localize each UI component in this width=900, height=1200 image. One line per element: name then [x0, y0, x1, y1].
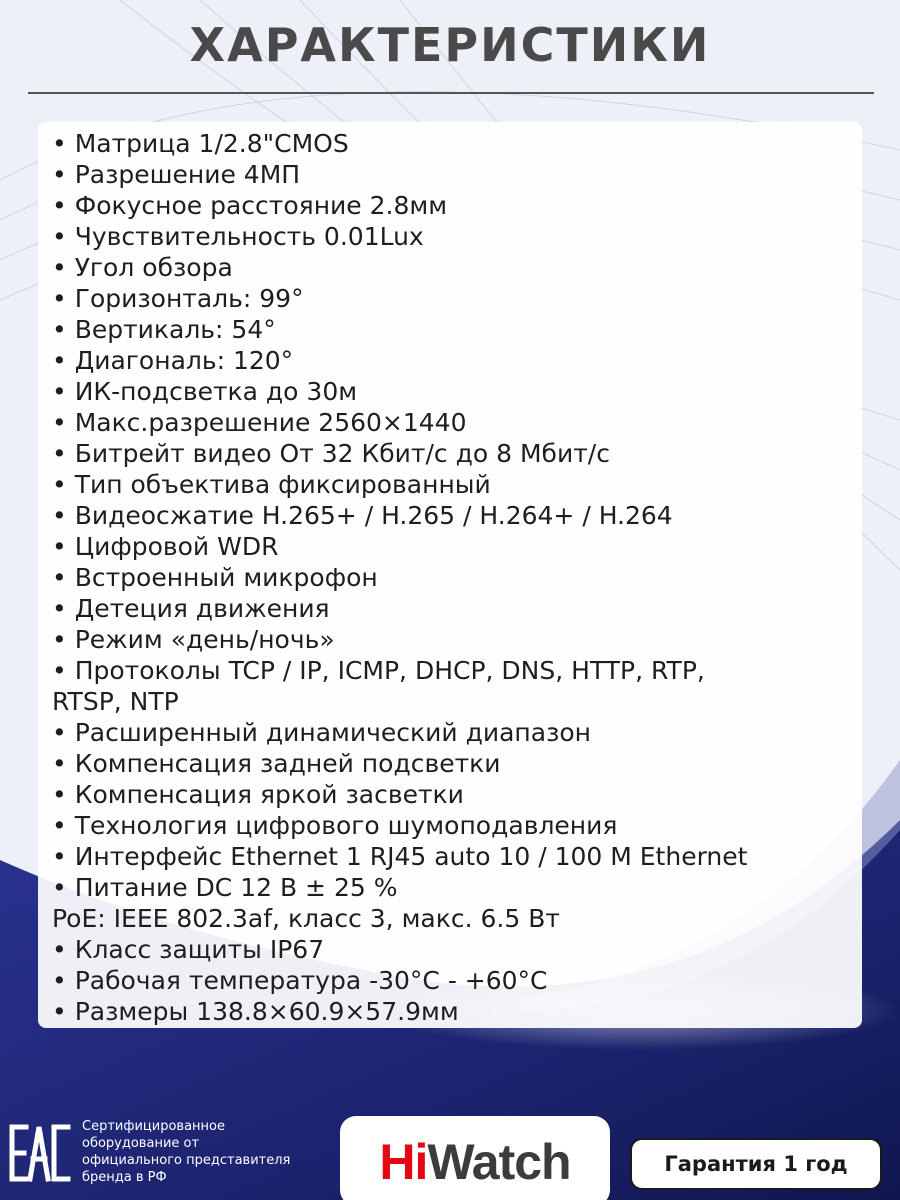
- brand-logo-hi: Hi: [379, 1134, 428, 1190]
- spec-item: • Технология цифрового шумоподавления: [52, 811, 618, 840]
- spec-item: • Детеция движения: [52, 594, 330, 623]
- eac-certification-icon: [8, 1121, 72, 1185]
- spec-item: • Класс защиты IP67: [52, 935, 325, 964]
- spec-item: • Матрица 1/2.8"CMOS: [52, 129, 349, 158]
- spec-item: • Компенсация задней подсветки: [52, 749, 501, 778]
- page-title: ХАРАКТЕРИСТИКИ: [189, 18, 711, 72]
- spec-item: • Режим «день/ночь»: [52, 625, 335, 654]
- spec-item: • Встроенный микрофон: [52, 563, 378, 592]
- spec-item: • Разрешение 4МП: [52, 160, 301, 189]
- spec-item: • Горизонталь: 99°: [52, 284, 304, 313]
- spec-item: • Битрейт видео От 32 Кбит/с до 8 Мбит/с: [52, 439, 610, 468]
- spec-item: • Диагональ: 120°: [52, 346, 294, 375]
- brand-logo: [340, 1116, 610, 1200]
- spec-item: • Тип объектива фиксированный: [52, 470, 491, 499]
- spec-item: • Видеосжатие H.265+ / H.265 / H.264+ / H.264: [52, 501, 673, 530]
- title-divider: [28, 92, 874, 94]
- spec-item: • Цифровой WDR: [52, 532, 279, 561]
- spec-item: • Фокусное расстояние 2.8мм: [52, 191, 448, 220]
- spec-item: • ИК-подсветка до 30м: [52, 377, 358, 406]
- spec-item: • Компенсация яркой засветки: [52, 780, 464, 809]
- certification-text: Сертифицированное оборудование от официального представителя бренда в РФ: [82, 1119, 291, 1185]
- spec-item: • Рабочая температура -30°C - +60°C: [52, 966, 548, 995]
- brand-logo-watch: Watch: [427, 1134, 571, 1190]
- spec-item: • Расширенный динамический диапазон: [52, 718, 592, 747]
- spec-item: • Размеры 138.8×60.9×57.9мм: [52, 997, 459, 1026]
- spec-item: • Угол обзора: [52, 253, 233, 282]
- spec-item: PoE: IEEE 802.3af, класс 3, макс. 6.5 Вт: [52, 904, 560, 933]
- spec-list: [52, 128, 862, 1027]
- spec-item: • Питание DC 12 В ± 25 %: [52, 873, 398, 902]
- spec-item: RTSP, NTP: [52, 687, 179, 716]
- spec-item: • Вертикаль: 54°: [52, 315, 276, 344]
- spec-item: • Протоколы TCP / IP, ICMP, DHCP, DNS, HTTP, RTP,: [52, 656, 705, 685]
- spec-item: • Интерфейс Ethernet 1 RJ45 auto 10 / 100 M Ethernet: [52, 842, 748, 871]
- spec-item: • Чувствительность 0.01Lux: [52, 222, 424, 251]
- spec-item: • Макс.разрешение 2560×1440: [52, 408, 467, 437]
- warranty-badge: Гарантия 1 год: [630, 1138, 882, 1190]
